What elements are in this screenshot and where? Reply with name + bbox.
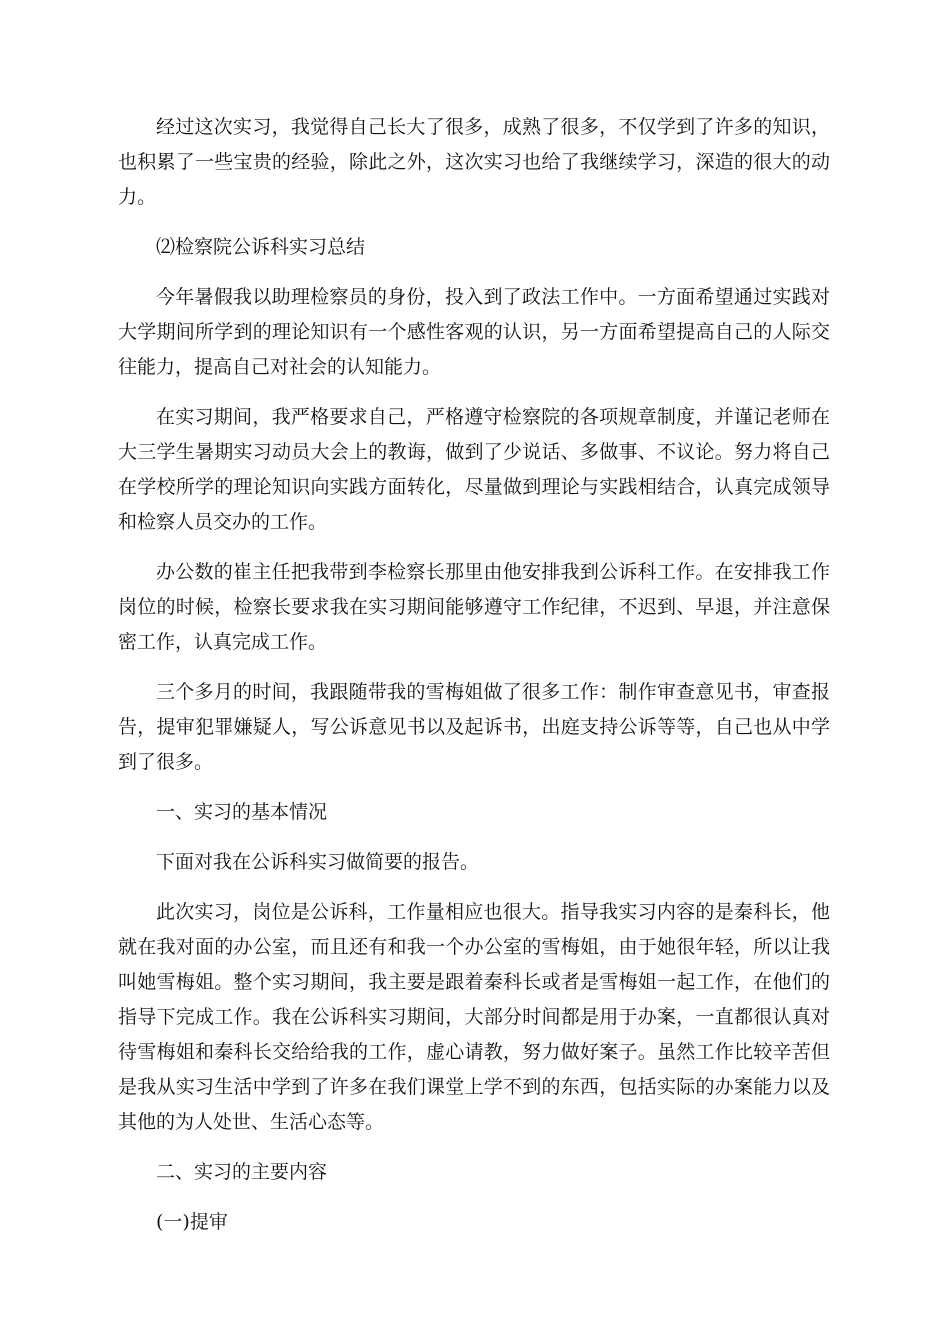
paragraph: 今年暑假我以助理检察员的身份，投入到了政法工作中。一方面希望通过实践对大学期间所学到的理论知识有一个感性客观的认识，另一方面希望提高自己的人际交往能力，提高自己对社会的认知能力。 (118, 286, 830, 378)
document-page (118, 110, 830, 1240)
subsection-heading-arraignment: (一)提审 (156, 1211, 228, 1233)
paragraph: 下面对我在公诉科实习做简要的报告。 (156, 851, 480, 873)
paragraph: 在实习期间，我严格要求自己，严格遵守检察院的各项规章制度，并谨记老师在大三学生暑期实习动员大会上的教诲，做到了少说话、多做事、不议论。努力将自己在学校所学的理论知识向实践方面转化，尽量做到理论与实践相结合，认真完成领导和检察人员交办的工作。 (118, 406, 830, 533)
paragraph: 三个多月的时间，我跟随带我的雪梅姐做了很多工作：制作审查意见书，审查报告，提审犯罪嫌疑人，写公诉意见书以及起诉书，出庭支持公诉等等，自己也从中学到了很多。 (118, 681, 830, 773)
section-heading-basic-situation: 一、实习的基本情况 (156, 801, 328, 823)
paragraph: 办公数的崔主任把我带到李检察长那里由他安排我到公诉科工作。在安排我工作岗位的时候，检察长要求我在实习期间能够遵守工作纪律，不迟到、早退，并注意保密工作，认真完成工作。 (118, 561, 830, 653)
paragraph: 此次实习，岗位是公诉科，工作量相应也很大。指导我实习内容的是秦科长，他就在我对面的办公室，而且还有和我一个办公室的雪梅姐，由于她很年轻，所以让我叫她雪梅姐。整个实习期间，我主要是跟着秦科长或者是雪梅姐一起工作，在他们的指导下完成工作。我在公诉科实习期间，大部分时间都是用于办案，一直都很认真对待雪梅姐和秦科长交给给我的工作，虚心请教，努力做好案子。虽然工作比较辛苦但是我从实习生活中学到了许多在我们课堂上学不到的东西，包括实际的办案能力以及其他的为人处世、生活心态等。 (118, 901, 830, 1133)
paragraph-intro: 经过这次实习，我觉得自己长大了很多，成熟了很多，不仅学到了许多的知识，也积累了一些宝贵的经验，除此之外，这次实习也给了我继续学习，深造的很大的动力。 (118, 116, 830, 208)
section-heading-main-content: 二、实习的主要内容 (156, 1161, 328, 1183)
section-heading-summary: ⑵检察院公诉科实习总结 (156, 236, 366, 258)
